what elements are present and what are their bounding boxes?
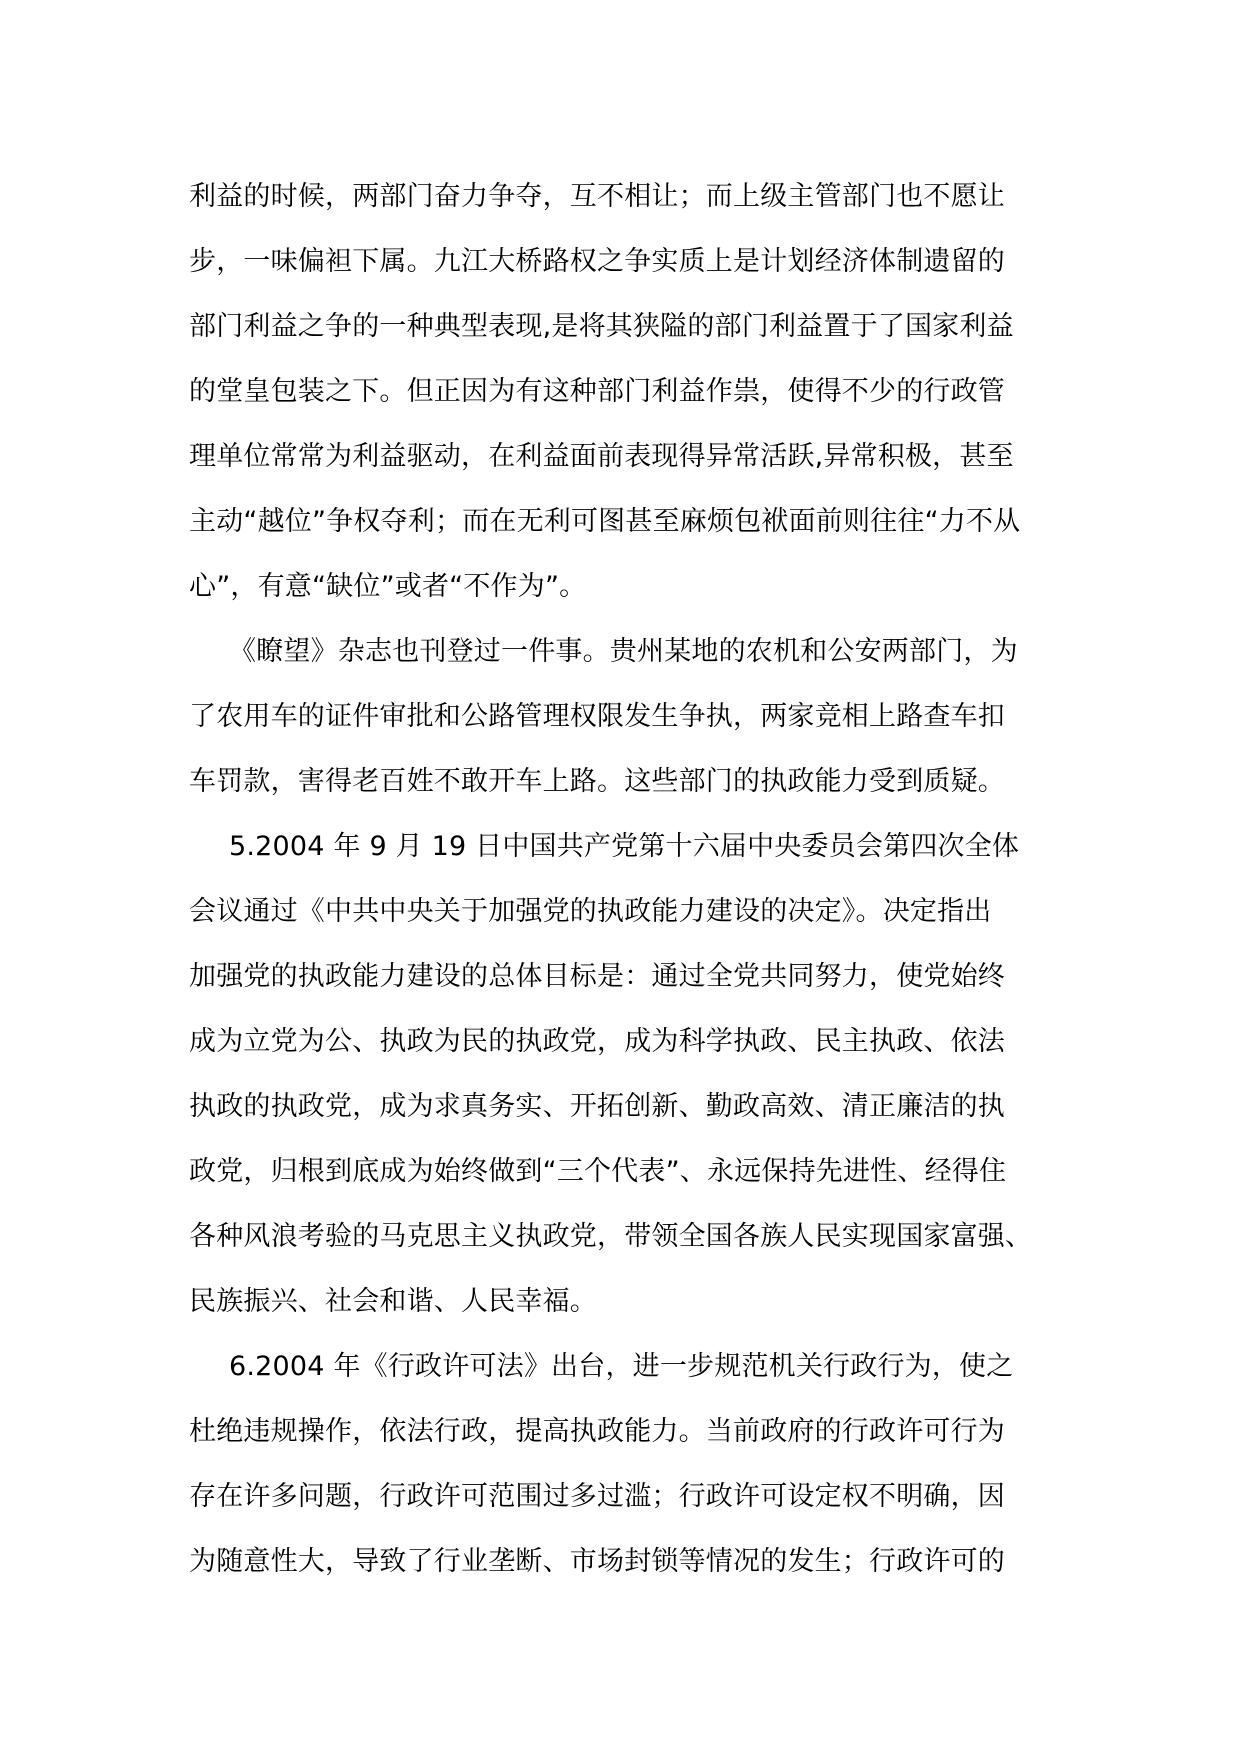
text-line: 的堂皇包装之下。但正因为有这种部门利益作祟，使得不少的行政管 — [189, 376, 1005, 407]
text-line: 会议通过《中共中央关于加强党的执政能力建设的决定》。决定指出 — [189, 896, 992, 927]
text-line: 杜绝违规操作，依法行政，提高执政能力。当前政府的行政许可行为 — [189, 1416, 1005, 1447]
text-line: 车罚款，害得老百姓不敢开车上路。这些部门的执政能力受到质疑。 — [189, 766, 1005, 797]
text-line: 执政的执政党，成为求真务实、开拓创新、勤政高效、清正廉洁的执 — [189, 1091, 1005, 1122]
paragraph-first-line: 6.2004 年《行政许可法》出台，进一步规范机关行政行为，使之 — [229, 1351, 1014, 1382]
text-line: 民族振兴、社会和谐、人民幸福。 — [189, 1286, 597, 1317]
text-line: 心”，有意“缺位”或者“不作为”。 — [189, 571, 587, 602]
text-line: 利益的时候，两部门奋力争夺，互不相让；而上级主管部门也不愿让 — [189, 181, 1005, 212]
text-line: 了农用车的证件审批和公路管理权限发生争执，两家竞相上路查车扣 — [189, 701, 1005, 732]
text-line: 步，一味偏袒下属。九江大桥路权之争实质上是计划经济体制遗留的 — [189, 246, 1005, 277]
text-line: 存在许多问题，行政许可范围过多过滥；行政许可设定权不明确，因 — [189, 1481, 1005, 1512]
paragraph-first-line: 5.2004 年 9 月 19 日中国共产党第十六届中央委员会第四次全体 — [229, 831, 1020, 862]
text-line: 成为立党为公、执政为民的执政党，成为科学执政、民主执政、依法 — [189, 1026, 1005, 1057]
text-line: 政党，归根到底成为始终做到“三个代表”、永远保持先进性、经得住 — [189, 1156, 1007, 1187]
text-line: 主动“越位”争权夺利；而在无利可图甚至麻烦包袱面前则往往“力不从 — [189, 506, 1021, 537]
text-line: 加强党的执政能力建设的总体目标是：通过全党共同努力，使党始终 — [189, 961, 1005, 992]
text-line: 理单位常常为利益驱动，在利益面前表现得异常活跃,异常积极，甚至 — [189, 441, 1014, 472]
paragraph-first-line: 《瞭望》杂志也刊登过一件事。贵州某地的农机和公安两部门，为 — [229, 636, 1018, 667]
text-line: 各种风浪考验的马克思主义执政党，带领全国各族人民实现国家富强、 — [189, 1221, 1033, 1252]
text-line: 部门利益之争的一种典型表现,是将其狭隘的部门利益置于了国家利益 — [189, 311, 1014, 342]
text-line: 为随意性大，导致了行业垄断、市场封锁等情况的发生；行政许可的 — [189, 1546, 1005, 1577]
